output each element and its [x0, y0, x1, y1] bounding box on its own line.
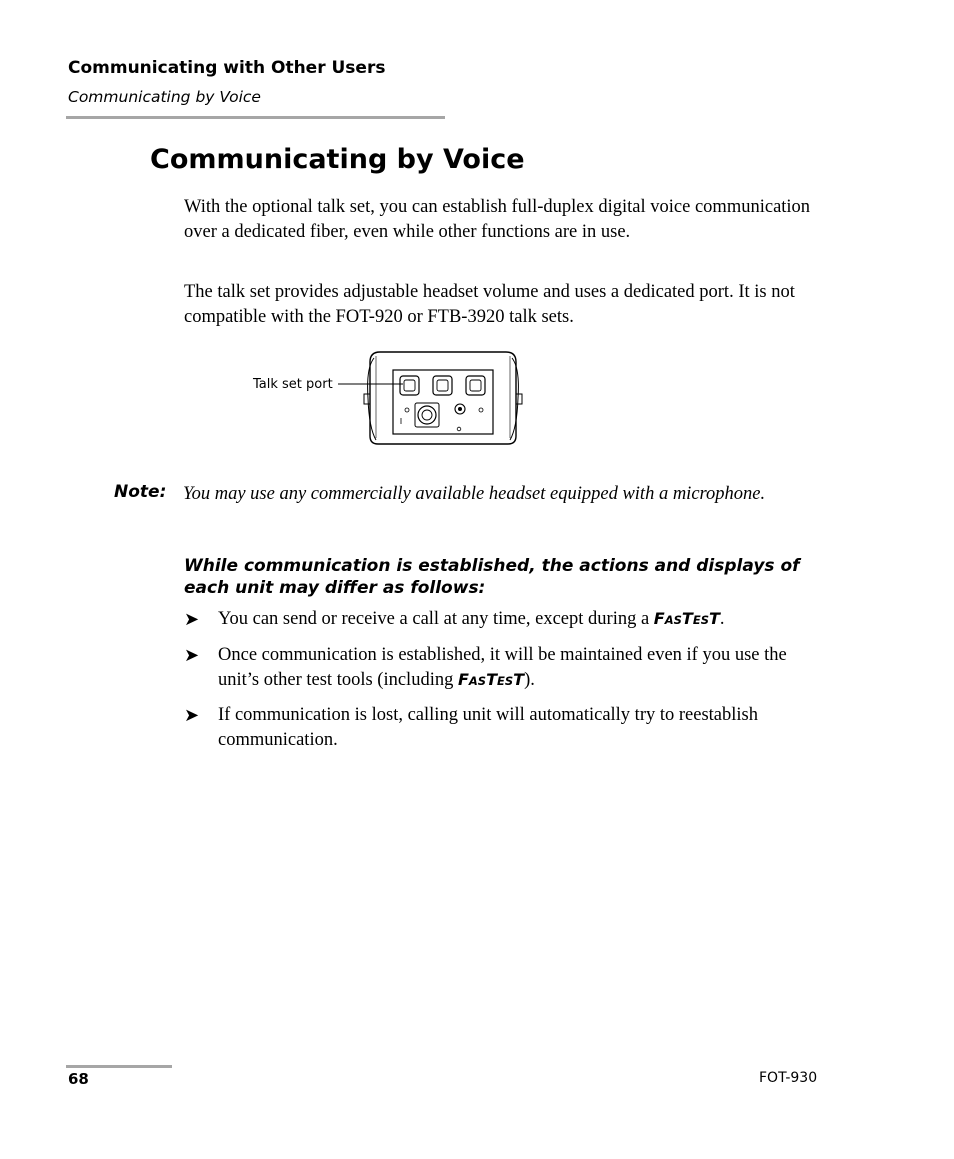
running-header-section: Communicating by Voice	[68, 88, 261, 106]
talk-set-port-callout: Talk set port	[253, 377, 333, 392]
running-header-chapter: Communicating with Other Users	[68, 58, 386, 78]
page-number: 68	[68, 1070, 89, 1088]
list-item-text: You can send or receive a call at any time, except during a FASTEST.	[218, 609, 725, 629]
arrow-bullet-icon: ➤	[184, 645, 200, 665]
page-title: Communicating by Voice	[150, 144, 525, 175]
device-body	[370, 352, 516, 444]
round-connector	[415, 403, 439, 427]
talk-set-port	[400, 376, 419, 395]
note-label: Note:	[114, 482, 167, 502]
intro-paragraph: With the optional talk set, you can establish full-duplex digital voice communication over a dedicated fiber, even while other functions are in use.	[184, 197, 811, 242]
note-text: You may use any commercially available headset equipped with a microphone.	[183, 484, 766, 504]
compatibility-paragraph: The talk set provides adjustable headset volume and uses a dedicated port. It is not compatible with the FOT-920 or FTB-3920 talk sets.	[184, 282, 795, 327]
optical-port-2	[433, 376, 452, 395]
list-item-text: If communication is lost, calling unit will automatically try to reestablish communication.	[218, 705, 758, 750]
arrow-bullet-icon: ➤	[184, 705, 200, 725]
footer-rule	[66, 1065, 172, 1068]
footer-product-name: FOT-930	[759, 1070, 818, 1086]
optical-port-3	[466, 376, 485, 395]
arrow-bullet-icon: ➤	[184, 609, 200, 629]
product-name-fasttest: FASTEST	[457, 669, 525, 689]
header-rule	[66, 116, 445, 119]
subheading: While communication is established, the actions and displays of each unit may differ as follows:	[184, 556, 800, 598]
device-top-panel-illustration	[250, 348, 525, 448]
talk-set-port-figure	[250, 348, 525, 448]
list-item-text: Once communication is established, it will be maintained even if you use the unit’s other test tools (including FASTEST).	[218, 645, 787, 690]
product-name-fasttest: FASTEST	[653, 609, 720, 628]
